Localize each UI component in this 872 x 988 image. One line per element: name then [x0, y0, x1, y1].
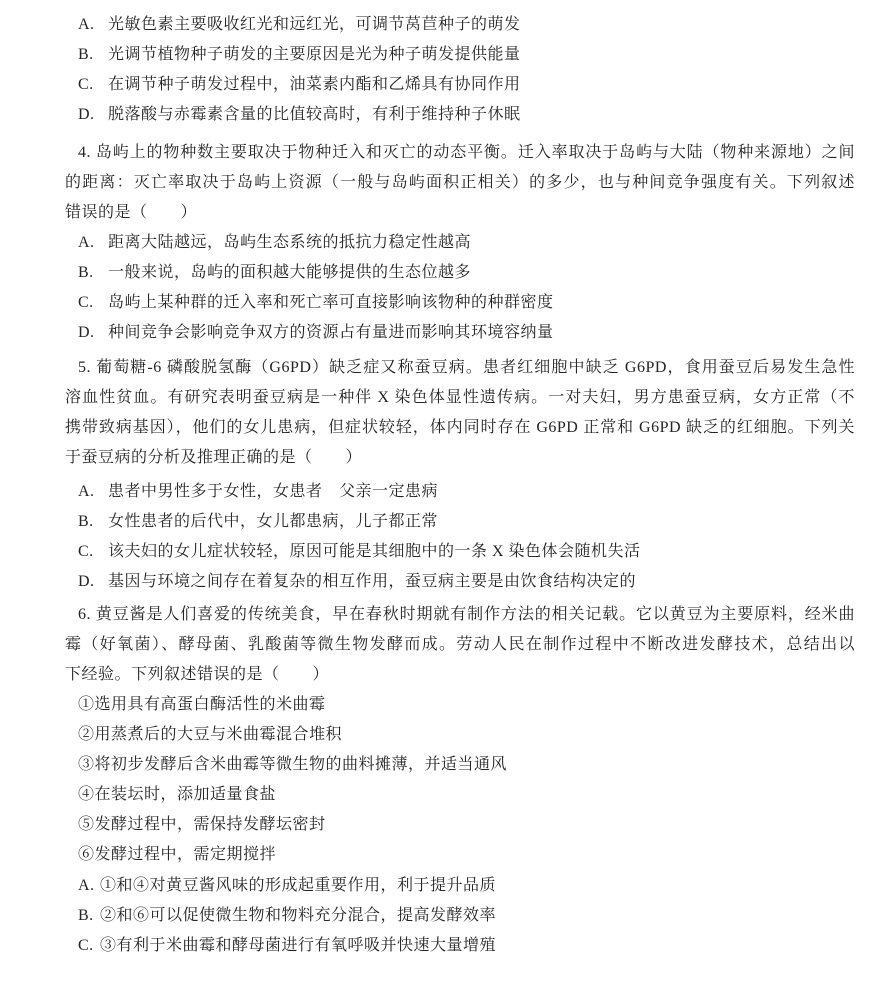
option-label: D.: [78, 324, 95, 341]
question-stem-line: 的距离：灭亡率取决于岛屿上资源（一般与岛屿面积正相关）的多少，也与种间竞争强度有关。下列叙述: [65, 174, 855, 191]
option-row: [65, 537, 855, 567]
question-3-options: [65, 10, 855, 130]
option-text: 光调节植物种子萌发的主要原因是光为种子萌发提供能量: [108, 46, 521, 63]
question-stem-line: 溶血性贫血。有研究表明蚕豆病是一种伴 X 染色体显性遗传病。一对夫妇，男方患蚕豆病，女方正常（不: [65, 389, 855, 406]
option-row: [65, 100, 855, 130]
option-text: ③有利于米曲霉和酵母菌进行有氧呼吸并快速大量增殖: [100, 937, 497, 954]
option-text: 患者中男性多于女性，女患者 父亲一定患病: [108, 483, 439, 500]
option-label: B.: [78, 264, 94, 281]
question-6: [65, 600, 855, 961]
question-4: [65, 138, 855, 348]
option-label: D.: [78, 573, 95, 590]
option-label: B.: [78, 907, 94, 924]
option-row: [65, 871, 855, 901]
numbered-item: ⑤发酵过程中，需保持发酵坛密封: [78, 816, 326, 833]
option-label: A.: [78, 16, 95, 33]
question-5-options: [65, 477, 855, 597]
question-stem-line: 霉（好氧菌）、酵母菌、乳酸菌等微生物发酵而成。劳动人民在制作过程中不断改进发酵技术，总结出以: [65, 636, 855, 653]
option-row: [65, 258, 855, 288]
option-row: [65, 931, 855, 961]
option-text: 基因与环境之间存在着复杂的相互作用，蚕豆病主要是由饮食结构决定的: [108, 573, 637, 590]
option-text: ①和④对黄豆酱风味的形成起重要作用，利于提升品质: [100, 877, 497, 894]
option-text: 在调节种子萌发过程中，油菜素内酯和乙烯具有协同作用: [108, 76, 521, 93]
question-stem-line: 于蚕豆病的分析及推理正确的是（ ）: [65, 449, 363, 466]
option-label: C.: [78, 76, 94, 93]
option-row: [65, 10, 855, 40]
option-text: 该夫妇的女儿症状较轻，原因可能是其细胞中的一条 X 染色体会随机失活: [108, 543, 641, 560]
question-6-options: [65, 871, 855, 961]
question-stem-line: 错误的是（ ）: [65, 204, 198, 221]
option-row: [65, 288, 855, 318]
option-label: A.: [78, 234, 95, 251]
option-row: [65, 228, 855, 258]
question-stem-line: 5. 葡萄糖-6 磷酸脱氢酶（G6PD）缺乏症又称蚕豆病。患者红细胞中缺乏 G6PD，食用蚕豆后易发生急性: [78, 359, 855, 376]
question-4-options: [65, 228, 855, 348]
question-stem-line: 6. 黄豆酱是人们喜爱的传统美食，早在春秋时期就有制作方法的相关记载。它以黄豆为主要原料，经米曲: [78, 606, 855, 623]
numbered-item: ①选用具有高蛋白酶活性的米曲霉: [78, 696, 326, 713]
option-label: B.: [78, 46, 94, 63]
question-5: [65, 353, 855, 597]
option-row: [65, 40, 855, 70]
option-label: C.: [78, 294, 94, 311]
option-row: [65, 318, 855, 348]
option-text: 一般来说，岛屿的面积越大能够提供的生态位越多: [108, 264, 472, 281]
question-stem-line: 携带致病基因），他们的女儿患病，但症状较轻，体内同时存在 G6PD 正常和 G6PD 缺乏的红细胞。下列关: [65, 419, 855, 436]
option-row: [65, 477, 855, 507]
option-label: A.: [78, 877, 95, 894]
question-stem-line: 下经验。下列叙述错误的是（ ）: [65, 666, 330, 683]
numbered-item: ⑥发酵过程中，需定期搅拌: [78, 846, 277, 863]
option-row: [65, 70, 855, 100]
numbered-item: ④在装坛时，添加适量食盐: [78, 786, 277, 803]
option-label: C.: [78, 937, 94, 954]
option-text: ②和⑥可以促使微生物和物料充分混合，提高发酵效率: [100, 907, 497, 924]
numbered-item: ③将初步发酵后含米曲霉等微生物的曲料摊薄，并适当通风: [78, 756, 508, 773]
question-6-numbered-items: [65, 690, 855, 870]
option-row: [65, 567, 855, 597]
question-stem-line: 4. 岛屿上的物种数主要取决于物种迁入和灭亡的动态平衡。迁入率取决于岛屿与大陆（物种来源地）之间: [78, 144, 855, 161]
numbered-item: ②用蒸煮后的大豆与米曲霉混合堆积: [78, 726, 343, 743]
option-row: [65, 901, 855, 931]
option-label: A.: [78, 483, 95, 500]
option-label: C.: [78, 543, 94, 560]
option-text: 种间竞争会影响竞争双方的资源占有量进而影响其环境容纳量: [108, 324, 554, 341]
option-label: B.: [78, 513, 94, 530]
option-row: [65, 507, 855, 537]
option-text: 脱落酸与赤霉素含量的比值较高时，有利于维持种子休眠: [108, 106, 521, 123]
option-text: 光敏色素主要吸收红光和远红光，可调节莴苣种子的萌发: [108, 16, 521, 33]
option-text: 女性患者的后代中，女儿都患病，儿子都正常: [108, 513, 439, 530]
option-label: D.: [78, 106, 95, 123]
option-text: 岛屿上某种群的迁入率和死亡率可直接影响该物种的种群密度: [108, 294, 554, 311]
option-text: 距离大陆越远，岛屿生态系统的抵抗力稳定性越高: [108, 234, 472, 251]
